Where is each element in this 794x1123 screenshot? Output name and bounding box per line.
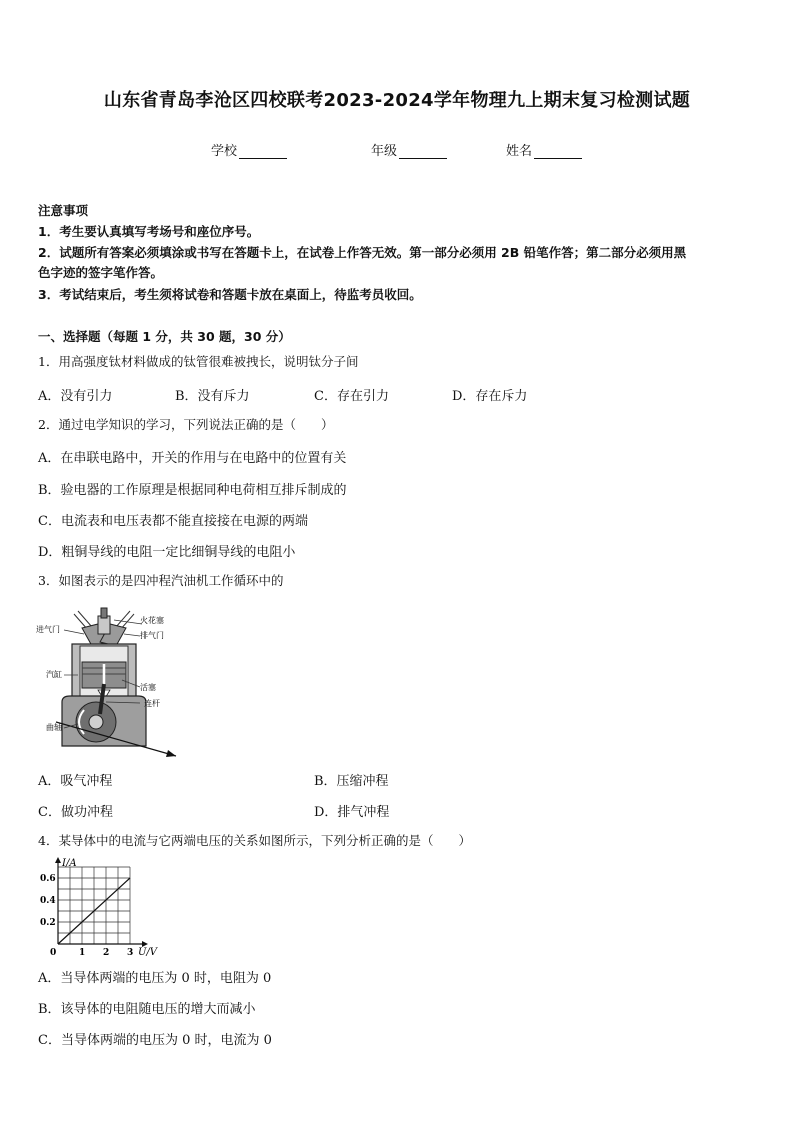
q2-option-a[interactable]: A．在串联电路中，开关的作用与在电路中的位置有关 [38, 451, 347, 466]
grade-label: 年级 [371, 144, 398, 159]
notes-item-3: 3．考试结束后，考生须将试卷和答题卡放在桌面上，待监考员收回。 [38, 287, 422, 302]
chart-y-tick-label: 0.6 [40, 874, 56, 884]
name-field [506, 140, 582, 159]
label-cylinder: 汽缸 [46, 670, 62, 679]
school-field [211, 140, 287, 159]
chart-x-axis-label: U/V [138, 947, 158, 958]
q1-option-c[interactable]: C．存在引力 [314, 389, 389, 404]
q2-option-c[interactable]: C．电流表和电压表都不能直接接在电源的两端 [38, 514, 308, 529]
chart-y-tick-label: 0.4 [40, 896, 56, 906]
q4-option-b[interactable]: B．该导体的电阻随电压的增大而减小 [38, 1002, 256, 1017]
q1-option-b[interactable]: B．没有斥力 [175, 389, 250, 404]
chart-y-axis-arrow [55, 857, 61, 863]
chart-x-tick-label: 3 [127, 948, 134, 958]
q2-option-d[interactable]: D．粗铜导线的电阻一定比细铜导线的电阻小 [38, 545, 296, 560]
q2-stem: 2．通过电学知识的学习，下列说法正确的是（ ） [38, 417, 334, 432]
q4-option-a[interactable]: A．当导体两端的电压为 0 时，电阻为 0 [38, 971, 272, 986]
school-blank[interactable] [239, 144, 287, 159]
grade-field [371, 140, 447, 159]
q4-option-c[interactable]: C．当导体两端的电压为 0 时，电流为 0 [38, 1033, 272, 1048]
notes-item-1: 1．考生要认真填写考场号和座位序号。 [38, 224, 260, 239]
current-voltage-chart [34, 856, 164, 960]
chart-x-tick-label: 1 [79, 948, 86, 958]
chart-y-axis-label: I/A [62, 858, 77, 869]
q3-option-c[interactable]: C．做功冲程 [38, 805, 113, 820]
q1-option-d[interactable]: D．存在斥力 [452, 389, 528, 404]
school-label: 学校 [211, 144, 238, 159]
label-intake-valve: 进气门 [36, 625, 60, 634]
notes-item-2-line-2: 色字迹的签字笔作答。 [38, 265, 164, 280]
chart-x-tick-label: 0 [50, 948, 57, 958]
engine-diagram [34, 606, 184, 760]
name-blank[interactable] [534, 144, 582, 159]
section-heading: 一、选择题（每题 1 分，共 30 题，30 分） [38, 329, 291, 344]
q2-option-b[interactable]: B．验电器的工作原理是根据同种电荷相互排斥制成的 [38, 483, 347, 498]
chart-x-tick-label: 2 [103, 948, 110, 958]
q4-stem: 4．某导体中的电流与它两端电压的关系如图所示，下列分析正确的是（ ） [38, 833, 471, 848]
name-label: 姓名 [506, 144, 533, 159]
q3-option-a[interactable]: A．吸气冲程 [38, 774, 113, 789]
page-title: 山东省青岛李沧区四校联考2023-2024学年物理九上期末复习检测试题 [103, 90, 691, 111]
q3-stem: 3．如图表示的是四冲程汽油机工作循环中的 [38, 573, 284, 588]
q1-stem: 1．用高强度钛材料做成的钛管很难被拽长，说明钛分子间 [38, 354, 359, 369]
label-spark-plug: 火花塞 [140, 616, 164, 625]
q3-option-b[interactable]: B．压缩冲程 [314, 774, 389, 789]
notes-heading: 注意事项 [38, 203, 89, 218]
notes-item-2-line-1: 2．试题所有答案必须填涂或书写在答题卡上，在试卷上作答无效。第一部分必须用 2B 铅笔作答；第二部分必须用黑 [38, 245, 687, 260]
q3-option-d[interactable]: D．排气冲程 [314, 805, 390, 820]
label-connecting-rod: 连杆 [144, 699, 160, 708]
label-exhaust-valve: 排气门 [140, 631, 164, 640]
label-piston: 活塞 [140, 683, 156, 692]
grade-blank[interactable] [399, 144, 447, 159]
label-crankshaft: 曲轴 [46, 723, 62, 732]
q1-option-a[interactable]: A．没有引力 [38, 389, 113, 404]
chart-y-tick-label: 0.2 [40, 918, 56, 928]
